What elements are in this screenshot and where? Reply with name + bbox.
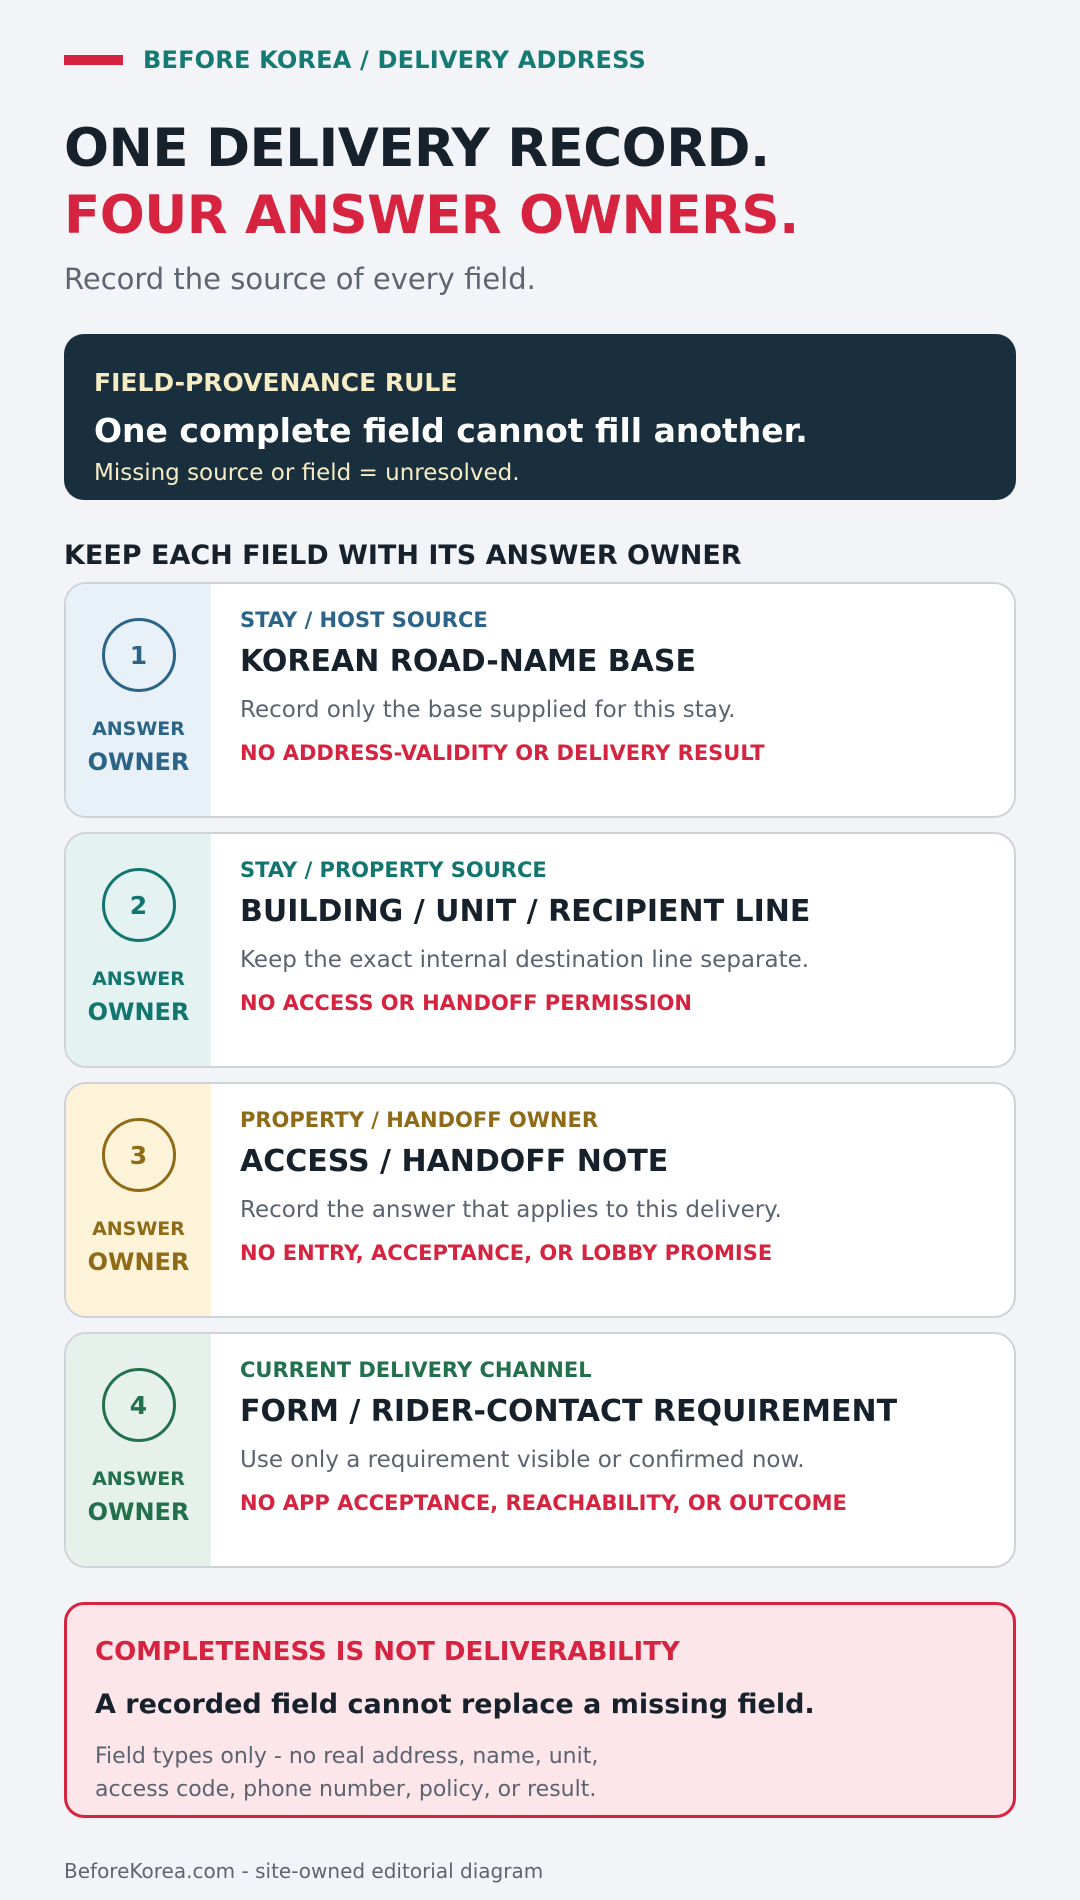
card-warning: NO ADDRESS-VALIDITY OR DELIVERY RESULT xyxy=(240,741,765,765)
kicker-label: BEFORE KOREA / DELIVERY ADDRESS xyxy=(143,46,646,74)
card-warning: NO ACCESS OR HANDOFF PERMISSION xyxy=(240,991,692,1015)
step-number-badge: 3 xyxy=(102,1118,176,1192)
owner-badge-panel xyxy=(66,834,211,1066)
card-warning: NO ENTRY, ACCEPTANCE, OR LOBBY PROMISE xyxy=(240,1241,773,1265)
page-title-line2: FOUR ANSWER OWNERS. xyxy=(64,185,799,246)
rule-subtext: Missing source or field = unresolved. xyxy=(94,460,520,486)
rule-headline: One complete field cannot fill another. xyxy=(94,411,808,450)
section-title: KEEP EACH FIELD WITH ITS ANSWER OWNER xyxy=(64,540,742,571)
step-number-badge: 1 xyxy=(102,618,176,692)
owner-badge-panel xyxy=(66,1334,211,1566)
card-title: KOREAN ROAD-NAME BASE xyxy=(240,644,696,679)
owner-label-line1: ANSWER xyxy=(92,1468,185,1490)
card-title: ACCESS / HANDOFF NOTE xyxy=(240,1144,669,1179)
card-description: Keep the exact internal destination line separate. xyxy=(240,947,810,973)
notice-subtext: Field types only - no real address, name, unit, access code, phone number, policy, or result. xyxy=(95,1744,599,1802)
owner-card-2 xyxy=(64,832,1016,1068)
completeness-notice-box xyxy=(64,1602,1016,1818)
notice-label: COMPLETENESS IS NOT DELIVERABILITY xyxy=(95,1637,680,1667)
owner-card-3 xyxy=(64,1082,1016,1318)
card-warning: NO APP ACCEPTANCE, REACHABILITY, OR OUTCOME xyxy=(240,1491,847,1515)
card-source: STAY / HOST SOURCE xyxy=(240,608,488,632)
page-title-line1: ONE DELIVERY RECORD. xyxy=(64,118,770,179)
kicker xyxy=(64,46,646,74)
owner-label-line1: ANSWER xyxy=(92,968,185,990)
notice-headline: A recorded field cannot replace a missing field. xyxy=(95,1689,815,1720)
step-number-badge: 2 xyxy=(102,868,176,942)
page-subtitle: Record the source of every field. xyxy=(64,262,536,296)
owner-label-line2: OWNER xyxy=(87,748,190,776)
owner-badge-panel xyxy=(66,1084,211,1316)
owner-label-line2: OWNER xyxy=(87,1498,190,1526)
owner-card-4 xyxy=(64,1332,1016,1568)
kicker-accent-bar xyxy=(64,55,123,65)
owner-badge-panel xyxy=(66,584,211,816)
card-title: BUILDING / UNIT / RECIPIENT LINE xyxy=(240,894,811,929)
provenance-rule-box xyxy=(64,334,1016,500)
footer-credit: BeforeKorea.com - site-owned editorial diagram xyxy=(64,1859,544,1883)
card-source: PROPERTY / HANDOFF OWNER xyxy=(240,1108,598,1132)
card-description: Use only a requirement visible or confirmed now. xyxy=(240,1447,805,1473)
card-source: STAY / PROPERTY SOURCE xyxy=(240,858,547,882)
owner-card-1 xyxy=(64,582,1016,818)
card-description: Record the answer that applies to this delivery. xyxy=(240,1197,782,1223)
card-description: Record only the base supplied for this stay. xyxy=(240,697,736,723)
card-title: FORM / RIDER-CONTACT REQUIREMENT xyxy=(240,1394,898,1429)
step-number-badge: 4 xyxy=(102,1368,176,1442)
owner-label-line2: OWNER xyxy=(87,998,190,1026)
rule-label: FIELD-PROVENANCE RULE xyxy=(94,368,458,397)
owner-label-line1: ANSWER xyxy=(92,718,185,740)
owner-label-line1: ANSWER xyxy=(92,1218,185,1240)
card-source: CURRENT DELIVERY CHANNEL xyxy=(240,1358,592,1382)
owner-label-line2: OWNER xyxy=(87,1248,190,1276)
